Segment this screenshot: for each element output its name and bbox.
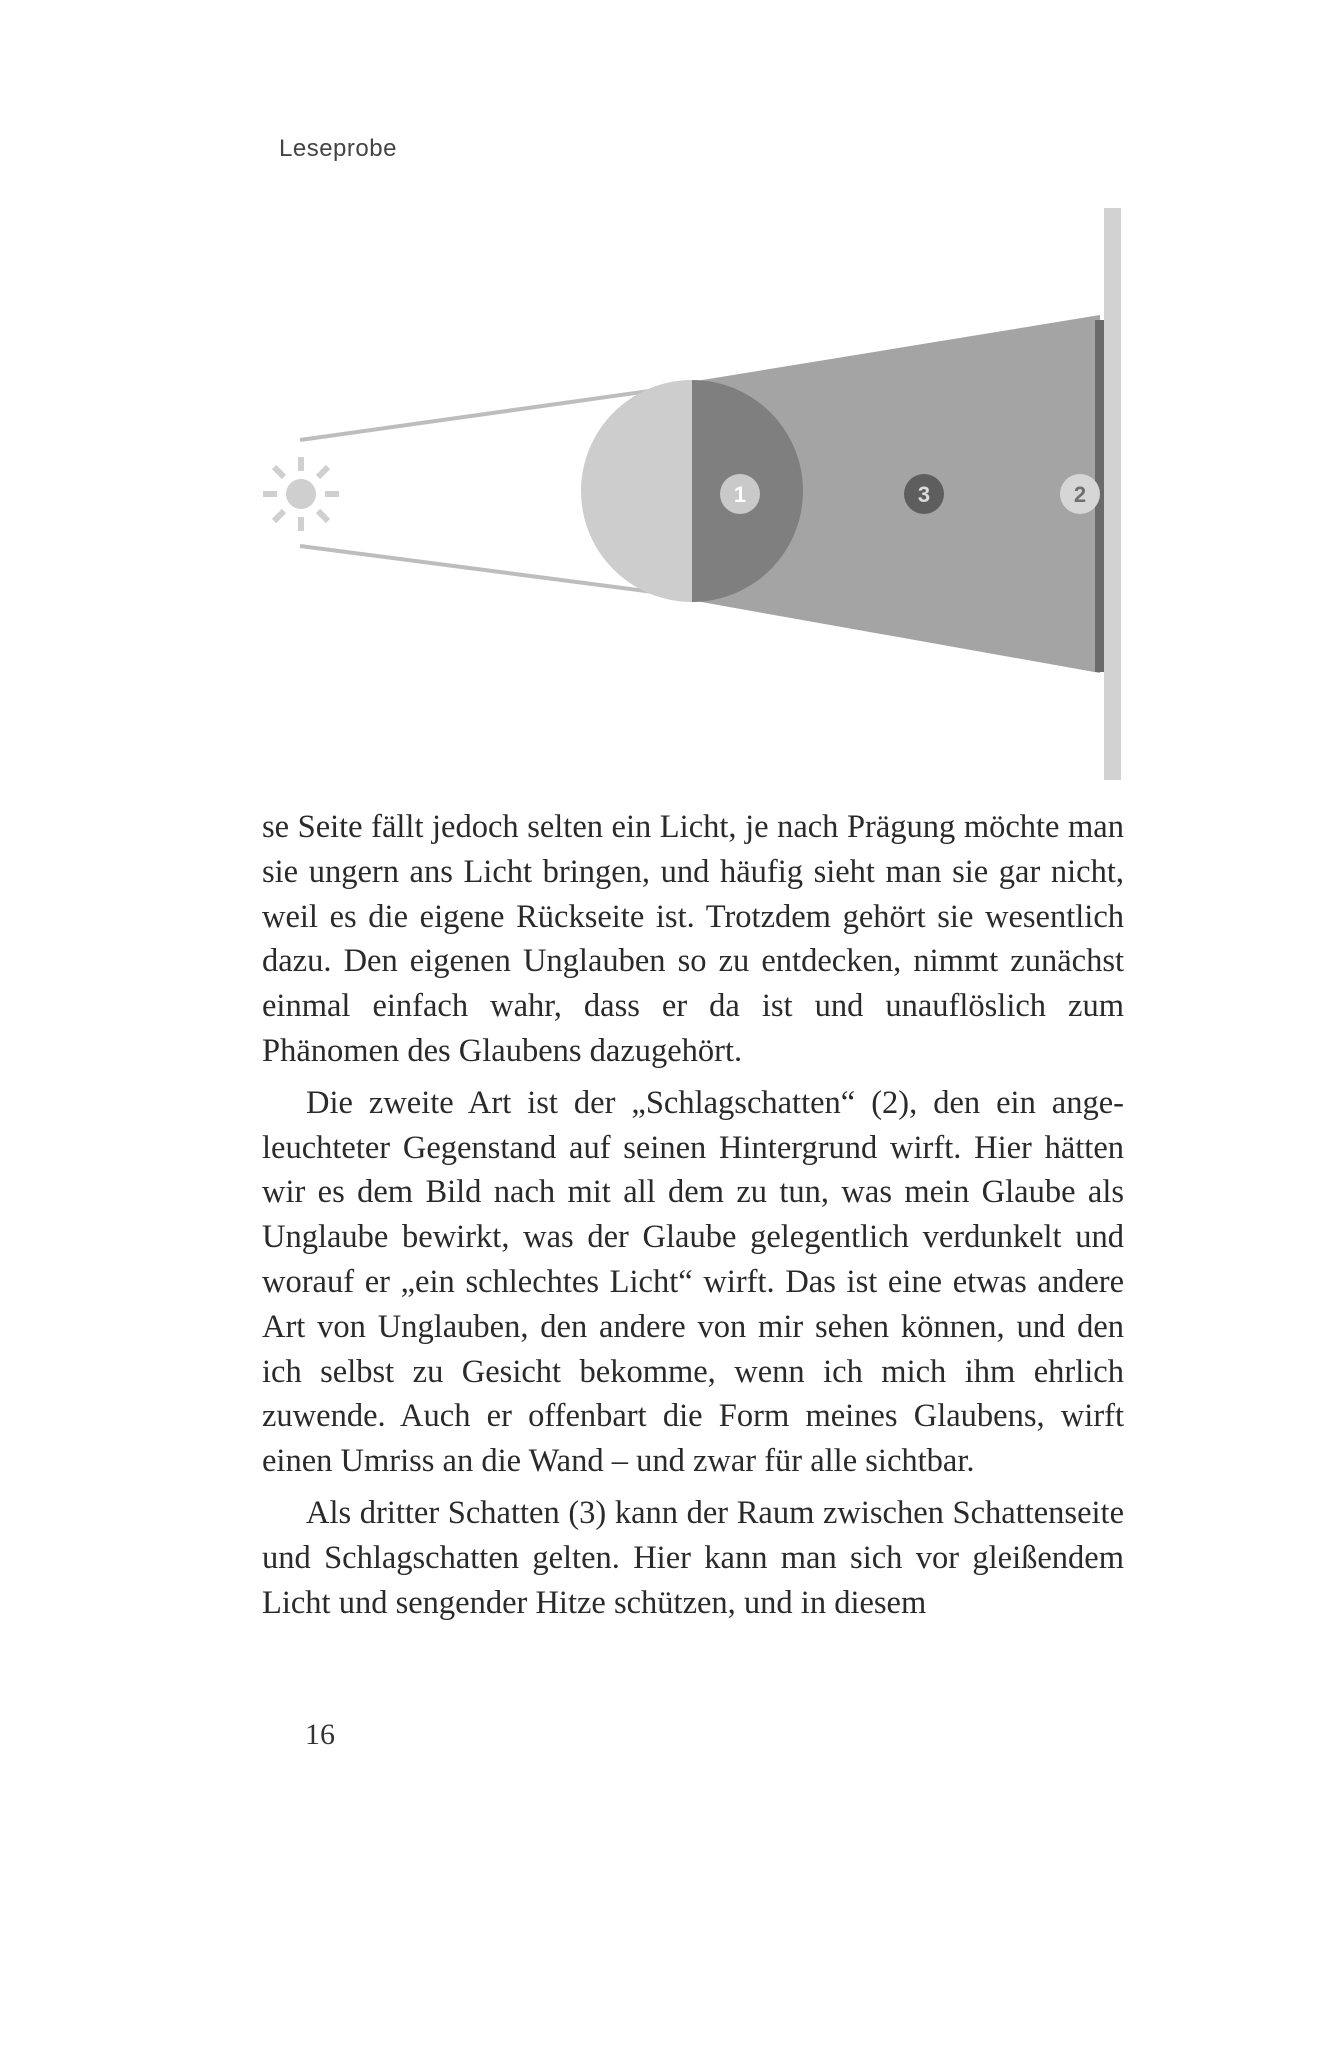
sphere-lit-side (581, 380, 692, 602)
shadow-diagram (0, 0, 1335, 800)
running-header: Leseprobe (279, 135, 397, 162)
paragraph-1: se Seite fällt jedoch selten ein Licht, je nach Prägung möchte man sie ungern ans Licht bringen, und häufig sieht man sie gar nicht, weil es die eigene Rückseite ist. Trotzdem gehört sie wesentlich dazu. Den eigenen Unglauben so zu entdecken, nimmt zunächst einmal einfach wahr, dass er da ist und unauflöslich zum Phänomen des Glaubens dazugehört. (262, 809, 1124, 1069)
badge-1 (720, 474, 760, 514)
badge-3 (904, 474, 944, 514)
sun-icon (263, 457, 339, 531)
page-number: 16 (305, 1718, 335, 1751)
badge-2-label: 2 (1073, 482, 1087, 507)
badge-3-label: 3 (917, 482, 931, 507)
paragraph-2: Die zweite Art ist der „Schlagschatten“ (2), den ein angeleuchteter Gegenstand auf seinen Hintergrund wirft. Hier hätten wir es dem Bild nach mit all dem zu tun, was mein Glaube als Unglaube bewirkt, was der Glaube gelegentlich verdunkelt und worauf er „ein schlechtes Licht“ wirft. Das ist eine etwas andere Art von Unglauben, den andere von mir sehen können, und den ich selbst zu Gesicht bekomme, wenn ich mich ihm ehrlich zuwende. Auch er offenbart die Form meines Glaubens, wirft einen Umriss an die Wand – und zwar für alle sichtbar. (262, 1084, 1124, 1480)
wall (1104, 208, 1121, 780)
badge-2 (1060, 474, 1100, 514)
body-text (262, 805, 1124, 1625)
badge-1-label: 1 (733, 482, 747, 507)
paragraph-3: Als dritter Schatten (3) kann der Raum zwischen Schattenseite und Schlagschatten gelten. Hier kann man sich vor gleißendem Licht und sengender Hitze schützen, und in diesem (262, 1494, 1124, 1621)
